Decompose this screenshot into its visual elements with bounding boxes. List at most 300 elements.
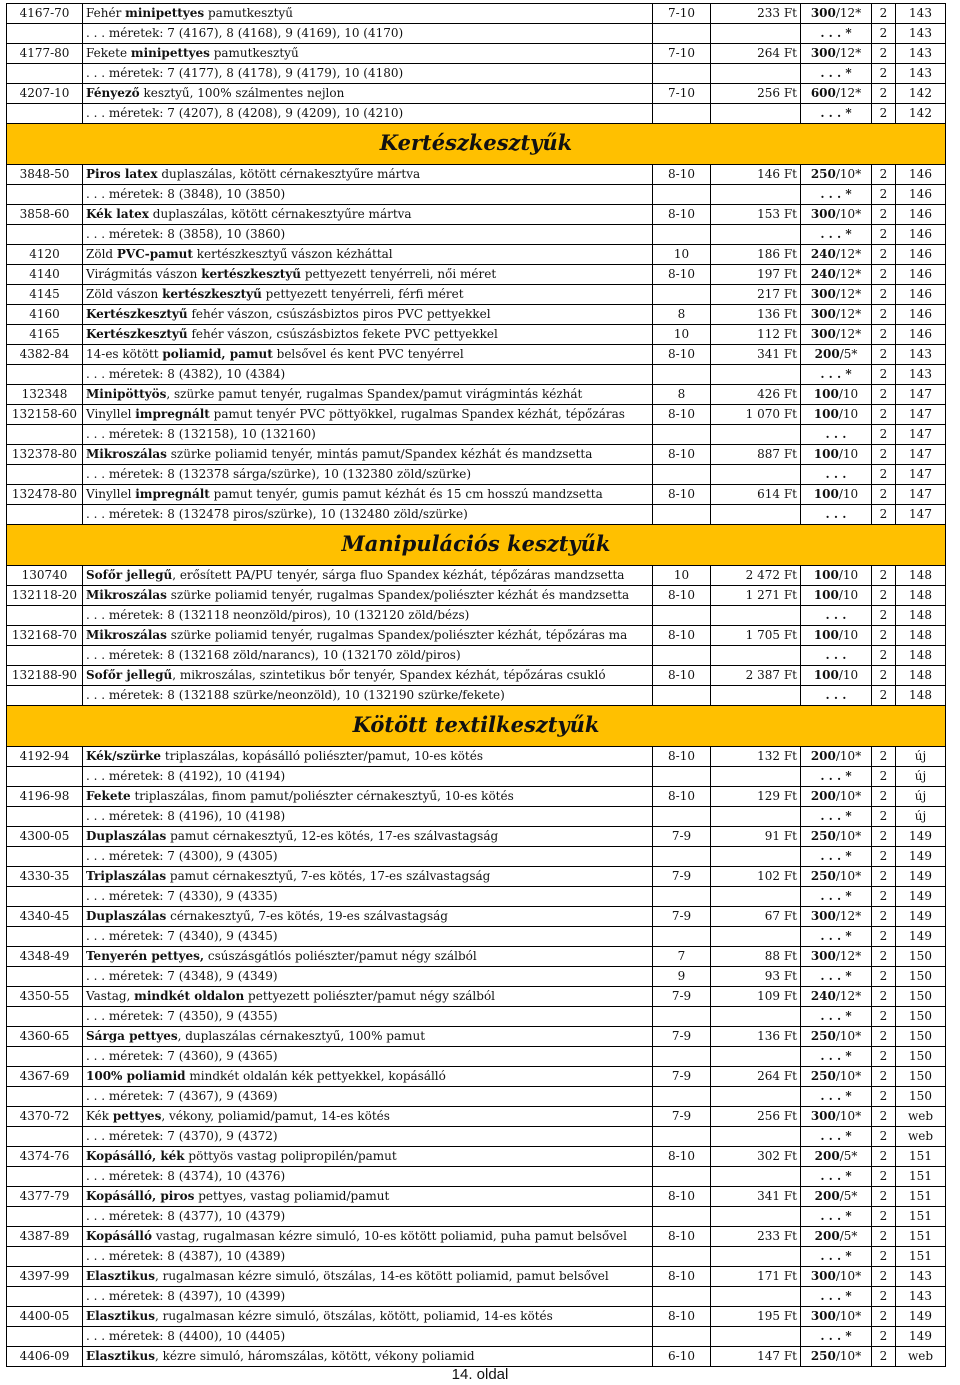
category-number: 2 xyxy=(872,566,896,586)
product-code xyxy=(7,365,83,385)
unit-price: 146 Ft xyxy=(711,165,801,185)
category-number: 2 xyxy=(872,787,896,807)
product-description xyxy=(83,947,653,967)
description-text: Vinyllel xyxy=(86,407,136,421)
description-text: . . . méretek: 8 (3858), 10 (3860) xyxy=(86,227,286,241)
catalog-page: új xyxy=(896,787,946,807)
category-number: 2 xyxy=(872,505,896,525)
product-table xyxy=(6,3,946,1367)
size-range: 8-10 xyxy=(653,345,711,365)
catalog-page: 150 xyxy=(896,1007,946,1027)
product-description xyxy=(83,847,653,867)
size-range: 7-9 xyxy=(653,907,711,927)
unit-price: 102 Ft xyxy=(711,867,801,887)
category-number: 2 xyxy=(872,887,896,907)
product-description xyxy=(83,747,653,767)
catalog-page: 148 xyxy=(896,646,946,666)
packaging-unit: . . . * xyxy=(801,1127,872,1147)
unit-price xyxy=(711,1167,801,1187)
description-text: . . . méretek: 7 (4367), 9 (4369) xyxy=(86,1089,278,1103)
size-range xyxy=(653,1247,711,1267)
category-number: 2 xyxy=(872,907,896,927)
packaging-unit: . . . xyxy=(801,686,872,706)
packaging-unit: 240/12* xyxy=(801,245,872,265)
product-description xyxy=(83,465,653,485)
unit-price xyxy=(711,606,801,626)
description-text: . . . méretek: 7 (4167), 8 (4168), 9 (4169), 10 (4170) xyxy=(86,26,404,40)
catalog-page: 149 xyxy=(896,827,946,847)
product-row xyxy=(7,245,946,265)
product-row xyxy=(7,987,946,1007)
product-row xyxy=(7,747,946,767)
description-text: . . . méretek: 7 (4207), 8 (4208), 9 (4209), 10 (4210) xyxy=(86,106,404,120)
catalog-page: új xyxy=(896,767,946,787)
size-range: 8-10 xyxy=(653,787,711,807)
description-text: pettyezett poliészter/pamut négy szálból xyxy=(244,989,496,1003)
size-range xyxy=(653,1127,711,1147)
description-text: belsővel és kent PVC tenyérrel xyxy=(272,347,464,361)
product-row xyxy=(7,265,946,285)
catalog-page: 150 xyxy=(896,967,946,987)
unit-price xyxy=(711,365,801,385)
packaging-unit: . . . xyxy=(801,606,872,626)
catalog-page: 149 xyxy=(896,907,946,927)
catalog-page: 150 xyxy=(896,1047,946,1067)
catalog-page: 151 xyxy=(896,1227,946,1247)
section-header-cell xyxy=(7,706,946,747)
catalog-page: új xyxy=(896,807,946,827)
packaging-unit: 200/5* xyxy=(801,1227,872,1247)
description-emphasis: Elasztikus xyxy=(86,1349,155,1363)
size-range xyxy=(653,646,711,666)
description-text: mindkét oldalán kék pettyekkel, kopásálló xyxy=(185,1069,446,1083)
product-row xyxy=(7,867,946,887)
product-row xyxy=(7,445,946,465)
catalog-page: 148 xyxy=(896,626,946,646)
size-range xyxy=(653,225,711,245)
description-emphasis: Mikroszálas xyxy=(86,588,167,602)
unit-price xyxy=(711,767,801,787)
category-number: 2 xyxy=(872,485,896,505)
packaging-unit: . . . * xyxy=(801,1007,872,1027)
packaging-unit: 300/10* xyxy=(801,1307,872,1327)
category-number: 2 xyxy=(872,1287,896,1307)
catalog-page: 143 xyxy=(896,365,946,385)
category-number: 2 xyxy=(872,927,896,947)
description-text: triplaszálas, kopásálló poliészter/pamut, 10-es kötés xyxy=(161,749,483,763)
packaging-unit: . . . xyxy=(801,505,872,525)
unit-price: 233 Ft xyxy=(711,1227,801,1247)
product-code: 4340-45 xyxy=(7,907,83,927)
size-range xyxy=(653,24,711,44)
catalog-page: 148 xyxy=(896,666,946,686)
product-code xyxy=(7,1327,83,1347)
catalog-page: 146 xyxy=(896,305,946,325)
category-number: 2 xyxy=(872,1187,896,1207)
unit-price: 614 Ft xyxy=(711,485,801,505)
product-code xyxy=(7,505,83,525)
product-description xyxy=(83,104,653,124)
product-code: 4196-98 xyxy=(7,787,83,807)
product-description xyxy=(83,345,653,365)
unit-price: 1 271 Ft xyxy=(711,586,801,606)
unit-price: 129 Ft xyxy=(711,787,801,807)
size-variant-row xyxy=(7,225,946,245)
description-text: . . . méretek: 8 (4196), 10 (4198) xyxy=(86,809,286,823)
description-emphasis: Kopásálló, piros xyxy=(86,1189,195,1203)
packaging-unit: 100/10 xyxy=(801,586,872,606)
size-range: 8-10 xyxy=(653,205,711,225)
description-text: triplaszálas, finom pamut/poliészter cérnakesztyű, 10-es kötés xyxy=(130,789,514,803)
product-code: 4165 xyxy=(7,325,83,345)
catalog-page: 148 xyxy=(896,566,946,586)
size-range: 7-10 xyxy=(653,84,711,104)
unit-price xyxy=(711,1327,801,1347)
size-variant-row xyxy=(7,1247,946,1267)
size-variant-row xyxy=(7,465,946,485)
description-emphasis: Sofőr jellegű xyxy=(86,568,173,582)
product-description xyxy=(83,1347,653,1367)
product-description xyxy=(83,245,653,265)
catalog-page: 147 xyxy=(896,405,946,425)
product-row xyxy=(7,566,946,586)
product-code xyxy=(7,887,83,907)
description-text: . . . méretek: 8 (4192), 10 (4194) xyxy=(86,769,286,783)
description-text: , szürke pamut tenyér, rugalmas Spandex/pamut virágmintás kézhát xyxy=(166,387,583,401)
unit-price xyxy=(711,185,801,205)
size-variant-row xyxy=(7,606,946,626)
catalog-page: 149 xyxy=(896,887,946,907)
size-range xyxy=(653,365,711,385)
packaging-unit: 300/10* xyxy=(801,1107,872,1127)
product-row xyxy=(7,385,946,405)
size-variant-row xyxy=(7,1287,946,1307)
size-range: 7-9 xyxy=(653,867,711,887)
catalog-page: 148 xyxy=(896,686,946,706)
product-description xyxy=(83,4,653,24)
product-code xyxy=(7,24,83,44)
product-description xyxy=(83,1287,653,1307)
product-code: 4348-49 xyxy=(7,947,83,967)
description-text: . . . méretek: 7 (4300), 9 (4305) xyxy=(86,849,278,863)
size-variant-row xyxy=(7,1167,946,1187)
description-emphasis: Kék latex xyxy=(86,207,149,221)
product-description xyxy=(83,787,653,807)
category-number: 2 xyxy=(872,747,896,767)
size-variant-row xyxy=(7,767,946,787)
packaging-unit: 200/5* xyxy=(801,1187,872,1207)
product-description xyxy=(83,967,653,987)
catalog-page: 146 xyxy=(896,285,946,305)
product-code: 130740 xyxy=(7,566,83,586)
size-range xyxy=(653,505,711,525)
packaging-unit: 600/12* xyxy=(801,84,872,104)
description-text: . . . méretek: 7 (4350), 9 (4355) xyxy=(86,1009,278,1023)
description-text: . . . méretek: 7 (4348), 9 (4349) xyxy=(86,969,278,983)
unit-price: 264 Ft xyxy=(711,1067,801,1087)
section-header-row xyxy=(7,525,946,566)
catalog-page: 150 xyxy=(896,947,946,967)
packaging-unit: . . . xyxy=(801,425,872,445)
packaging-unit: 100/10 xyxy=(801,385,872,405)
unit-price xyxy=(711,425,801,445)
product-code: 4367-69 xyxy=(7,1067,83,1087)
category-number: 2 xyxy=(872,867,896,887)
description-text: . . . méretek: 7 (4177), 8 (4178), 9 (4179), 10 (4180) xyxy=(86,66,404,80)
catalog-page: 151 xyxy=(896,1167,946,1187)
category-number: 2 xyxy=(872,305,896,325)
category-number: 2 xyxy=(872,1227,896,1247)
category-number: 2 xyxy=(872,1267,896,1287)
product-row xyxy=(7,1267,946,1287)
packaging-unit: 300/12* xyxy=(801,44,872,64)
product-description xyxy=(83,586,653,606)
unit-price xyxy=(711,505,801,525)
description-text: kertészkesztyű vászon kézháttal xyxy=(192,247,393,261)
size-range: 6-10 xyxy=(653,1347,711,1367)
packaging-unit: 300/12* xyxy=(801,947,872,967)
description-text: pamut tenyér, gumis pamut kézhát és 15 cm hosszú mandzsetta xyxy=(209,487,603,501)
category-number: 2 xyxy=(872,1027,896,1047)
unit-price: 887 Ft xyxy=(711,445,801,465)
size-variant-row xyxy=(7,185,946,205)
description-text: 14-es kötött xyxy=(86,347,163,361)
size-range xyxy=(653,767,711,787)
product-code: 132188-90 xyxy=(7,666,83,686)
size-variant-row xyxy=(7,1047,946,1067)
packaging-unit: 300/10* xyxy=(801,1267,872,1287)
catalog-page: 143 xyxy=(896,345,946,365)
description-text: kesztyű, 100% szálmentes nejlon xyxy=(139,86,345,100)
product-description xyxy=(83,686,653,706)
product-description xyxy=(83,1327,653,1347)
product-code: 4360-65 xyxy=(7,1027,83,1047)
product-description xyxy=(83,485,653,505)
category-number: 2 xyxy=(872,104,896,124)
description-text: pöttyös vastag polipropilén/pamut xyxy=(184,1149,397,1163)
category-number: 2 xyxy=(872,1347,896,1367)
description-text: fehér vászon, csúszásbiztos piros PVC pettyekkel xyxy=(187,307,491,321)
category-number: 2 xyxy=(872,385,896,405)
size-variant-row xyxy=(7,505,946,525)
product-row xyxy=(7,44,946,64)
catalog-page: 143 xyxy=(896,4,946,24)
category-number: 2 xyxy=(872,686,896,706)
description-text: . . . méretek: 7 (4340), 9 (4345) xyxy=(86,929,278,943)
size-range: 9 xyxy=(653,967,711,987)
unit-price: 2 387 Ft xyxy=(711,666,801,686)
product-code xyxy=(7,425,83,445)
unit-price xyxy=(711,686,801,706)
packaging-unit: . . . xyxy=(801,465,872,485)
category-number: 2 xyxy=(872,1327,896,1347)
section-title: Kötött textilkesztyűk xyxy=(352,711,600,737)
catalog-page: 148 xyxy=(896,586,946,606)
product-description xyxy=(83,84,653,104)
product-description xyxy=(83,445,653,465)
size-variant-row xyxy=(7,24,946,44)
section-header-row xyxy=(7,124,946,165)
description-emphasis: Piros latex xyxy=(86,167,158,181)
category-number: 2 xyxy=(872,425,896,445)
product-code: 4400-05 xyxy=(7,1307,83,1327)
category-number: 2 xyxy=(872,465,896,485)
product-code: 4207-10 xyxy=(7,84,83,104)
category-number: 2 xyxy=(872,1087,896,1107)
size-range xyxy=(653,64,711,84)
packaging-unit: . . . * xyxy=(801,767,872,787)
product-row xyxy=(7,485,946,505)
product-description xyxy=(83,566,653,586)
product-row xyxy=(7,586,946,606)
catalog-page: 143 xyxy=(896,1267,946,1287)
product-code: 132378-80 xyxy=(7,445,83,465)
description-emphasis: 100% poliamid xyxy=(86,1069,186,1083)
category-number: 2 xyxy=(872,606,896,626)
product-code: 4387-89 xyxy=(7,1227,83,1247)
size-range: 8-10 xyxy=(653,586,711,606)
product-description xyxy=(83,887,653,907)
product-code xyxy=(7,847,83,867)
catalog-page: 149 xyxy=(896,867,946,887)
description-emphasis: pettyes xyxy=(112,1109,162,1123)
unit-price: 1 705 Ft xyxy=(711,626,801,646)
unit-price xyxy=(711,1087,801,1107)
product-row xyxy=(7,626,946,646)
category-number: 2 xyxy=(872,1067,896,1087)
category-number: 2 xyxy=(872,185,896,205)
product-description xyxy=(83,1227,653,1247)
description-text: . . . méretek: 8 (4382), 10 (4384) xyxy=(86,367,286,381)
packaging-unit: 200/5* xyxy=(801,1147,872,1167)
category-number: 2 xyxy=(872,325,896,345)
packaging-unit: . . . * xyxy=(801,24,872,44)
product-description xyxy=(83,425,653,445)
catalog-page: 146 xyxy=(896,325,946,345)
unit-price xyxy=(711,1247,801,1267)
category-number: 2 xyxy=(872,165,896,185)
category-number: 2 xyxy=(872,405,896,425)
catalog-page: 147 xyxy=(896,485,946,505)
size-range xyxy=(653,686,711,706)
category-number: 2 xyxy=(872,1007,896,1027)
product-code: 132348 xyxy=(7,385,83,405)
size-range: 10 xyxy=(653,566,711,586)
description-emphasis: Minipöttyös xyxy=(86,387,167,401)
description-text: , kézre simuló, háromszálas, kötött, vékony poliamid xyxy=(154,1349,475,1363)
product-description xyxy=(83,365,653,385)
size-range: 7-9 xyxy=(653,1027,711,1047)
unit-price xyxy=(711,1007,801,1027)
unit-price: 136 Ft xyxy=(711,1027,801,1047)
product-code xyxy=(7,807,83,827)
packaging-unit: . . . * xyxy=(801,807,872,827)
product-description xyxy=(83,827,653,847)
size-range xyxy=(653,1047,711,1067)
page-number: 14. oldal xyxy=(451,1366,509,1383)
description-text: , erősített PA/PU tenyér, sárga fluo Spandex kézhát, tépőzáras mandzsetta xyxy=(172,568,625,582)
category-number: 2 xyxy=(872,24,896,44)
size-range xyxy=(653,1167,711,1187)
catalog-page: 146 xyxy=(896,225,946,245)
packaging-unit: 300/12* xyxy=(801,907,872,927)
product-description xyxy=(83,325,653,345)
product-code: 132118-20 xyxy=(7,586,83,606)
size-range xyxy=(653,1207,711,1227)
packaging-unit: 300/12* xyxy=(801,305,872,325)
product-code xyxy=(7,225,83,245)
category-number: 2 xyxy=(872,1247,896,1267)
product-description xyxy=(83,1027,653,1047)
product-row xyxy=(7,947,946,967)
product-code xyxy=(7,465,83,485)
unit-price: 2 472 Ft xyxy=(711,566,801,586)
size-variant-row xyxy=(7,967,946,987)
description-text: Vastag, xyxy=(86,989,135,1003)
description-emphasis: impregnált xyxy=(135,407,210,421)
product-row xyxy=(7,1067,946,1087)
category-number: 2 xyxy=(872,827,896,847)
description-emphasis: minipettyes xyxy=(125,6,205,20)
unit-price: 1 070 Ft xyxy=(711,405,801,425)
size-range xyxy=(653,425,711,445)
size-range: 7-9 xyxy=(653,827,711,847)
packaging-unit: 240/12* xyxy=(801,265,872,285)
size-range: 8-10 xyxy=(653,626,711,646)
unit-price: 186 Ft xyxy=(711,245,801,265)
product-code: 3858-60 xyxy=(7,205,83,225)
packaging-unit: 100/10 xyxy=(801,485,872,505)
unit-price: 195 Ft xyxy=(711,1307,801,1327)
packaging-unit: . . . * xyxy=(801,967,872,987)
size-range xyxy=(653,465,711,485)
unit-price xyxy=(711,465,801,485)
catalog-page: web xyxy=(896,1347,946,1367)
unit-price: 109 Ft xyxy=(711,987,801,1007)
catalog-page: 146 xyxy=(896,165,946,185)
description-text: csúszásgátlós poliészter/pamut négy szálból xyxy=(204,949,477,963)
size-range: 7 xyxy=(653,947,711,967)
product-code: 3848-50 xyxy=(7,165,83,185)
size-variant-row xyxy=(7,927,946,947)
product-code: 4382-84 xyxy=(7,345,83,365)
size-range: 8-10 xyxy=(653,1147,711,1167)
size-range xyxy=(653,807,711,827)
product-code: 4177-80 xyxy=(7,44,83,64)
unit-price xyxy=(711,1047,801,1067)
description-text: cérnakesztyű, 7-es kötés, 19-es szálvastagság xyxy=(166,909,448,923)
unit-price: 132 Ft xyxy=(711,747,801,767)
catalog-page: 151 xyxy=(896,1247,946,1267)
size-range: 8-10 xyxy=(653,1267,711,1287)
product-code: 4140 xyxy=(7,265,83,285)
catalog-page: 148 xyxy=(896,606,946,626)
category-number: 2 xyxy=(872,967,896,987)
size-range xyxy=(653,847,711,867)
product-row xyxy=(7,84,946,104)
unit-price xyxy=(711,1207,801,1227)
unit-price: 233 Ft xyxy=(711,4,801,24)
size-variant-row xyxy=(7,1207,946,1227)
description-text: pamut cérnakesztyű, 12-es kötés, 17-es szálvastagság xyxy=(166,829,499,843)
packaging-unit: . . . * xyxy=(801,1287,872,1307)
description-emphasis: Elasztikus xyxy=(86,1269,155,1283)
packaging-unit: . . . * xyxy=(801,927,872,947)
packaging-unit: 300/12* xyxy=(801,4,872,24)
size-range: 7-10 xyxy=(653,44,711,64)
unit-price: 67 Ft xyxy=(711,907,801,927)
product-code xyxy=(7,1087,83,1107)
